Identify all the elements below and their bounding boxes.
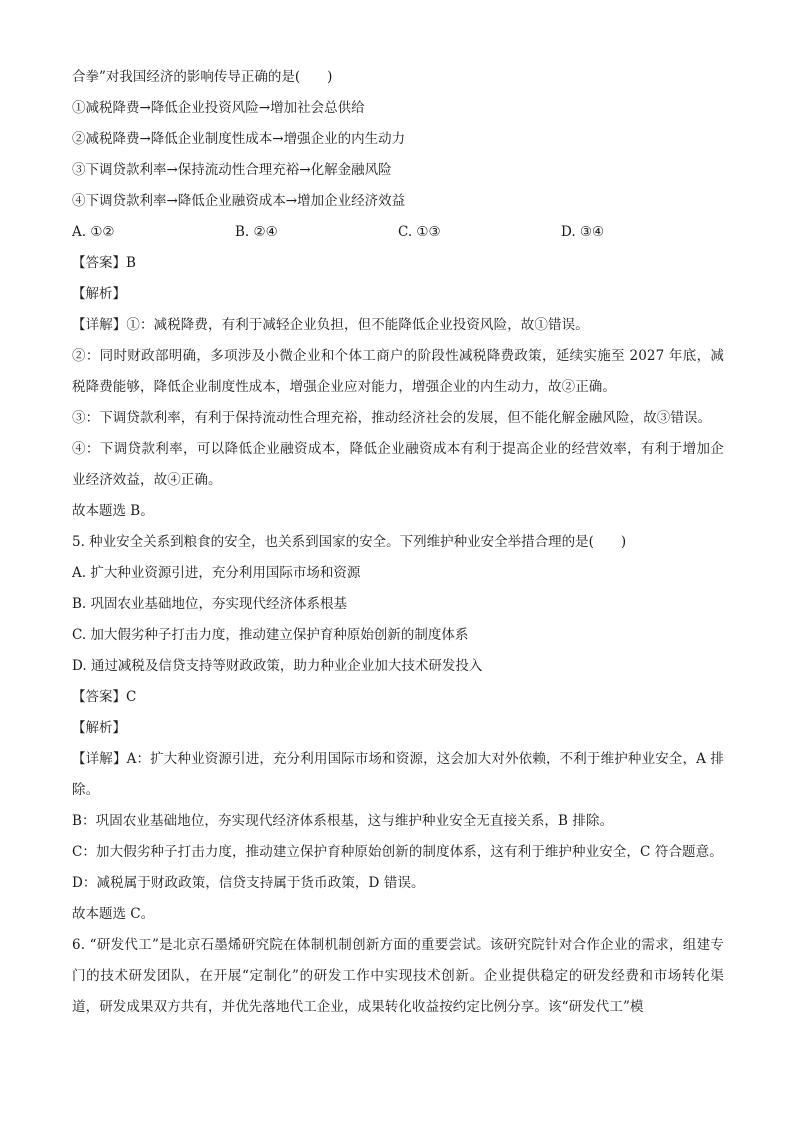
q5-detail-a-text: A：扩大种业资源引进，充分利用国际市场和资源，这会加大对外依赖，不利于维护种业安全，A 排除。 bbox=[72, 751, 724, 798]
q5-detail-d: D：减税属于财政政策，信贷支持属于货币政策，D 错误。 bbox=[72, 875, 425, 891]
document-page bbox=[72, 62, 724, 1023]
q5-option-c: C. 加大假劣种子打击力度，推动建立保护育种原始创新的制度体系 bbox=[72, 627, 469, 643]
q4-stem-tail: 合拳”对我国经济的影响传导正确的是( ) bbox=[72, 69, 333, 85]
q5-answer-tag: 【答案】 bbox=[72, 689, 126, 705]
q5-detail-tag: 【详解】 bbox=[72, 751, 127, 767]
q5-analysis-tag: 【解析】 bbox=[72, 720, 126, 736]
q5-stem: 5. 种业安全关系到粮食的安全，也关系到国家的安全。下列维护种业安全举措合理的是( ) bbox=[72, 534, 627, 550]
q5-answer bbox=[72, 682, 724, 713]
q4-item-2: ②减税降费→降低企业制度性成本→增强企业的内生动力 bbox=[72, 131, 406, 147]
q4-detail-2: ②：同时财政部明确，多项涉及小微企业和个体工商户的阶段性减税降费政策，延续实施至 2027 年底，减税降费能够，降低企业制度性成本，增强企业应对能力，增强企业的内生动力，故②正确。 bbox=[72, 348, 724, 395]
q5-answer-value: C bbox=[126, 689, 137, 705]
q4-item-1: ①减税降费→降低企业投资风险→增加社会总供给 bbox=[72, 100, 365, 116]
q6-stem: 6. “研发代工”是北京石墨烯研究院在体制机制创新方面的重要尝试。该研究院针对合作企业的需求，组建专门的技术研发团队，在开展“定制化”的研发工作中实现技术创新。企业提供稳定的研发经费和市场转化渠道，研发成果双方共有，并优先落地代工企业，成果转化收益按约定比例分享。该“研发代工”模 bbox=[72, 937, 724, 1015]
q4-option-d: D. ③④ bbox=[561, 224, 605, 240]
q4-option-c: C. ①③ bbox=[398, 224, 441, 240]
q5-detail-b: B：巩固农业基础地位，夯实现代经济体系根基，这与维护种业安全无直接关系，B 排除。 bbox=[72, 813, 614, 829]
q4-answer bbox=[72, 248, 724, 279]
q4-detail-1-text: ①：减税降费，有利于减轻企业负担，但不能降低企业投资风险，故①错误。 bbox=[126, 317, 589, 333]
q5-detail-a bbox=[72, 744, 724, 806]
q4-conclusion: 故本题选 B。 bbox=[72, 503, 154, 519]
q4-item-3: ③下调贷款利率→保持流动性合理充裕→化解金融风险 bbox=[72, 162, 392, 178]
q4-options bbox=[72, 217, 724, 248]
q4-detail-1 bbox=[72, 310, 724, 341]
q4-analysis-tag: 【解析】 bbox=[72, 286, 126, 302]
q5-option-b: B. 巩固农业基础地位，夯实现代经济体系根基 bbox=[72, 596, 348, 612]
q5-conclusion: 故本题选 C。 bbox=[72, 906, 155, 922]
q5-option-d: D. 通过减税及信贷支持等财政政策，助力种业企业加大技术研发投入 bbox=[72, 658, 483, 674]
q4-option-b: B. ②④ bbox=[235, 224, 278, 240]
q4-item-4: ④下调贷款利率→降低企业融资成本→增加企业经济效益 bbox=[72, 193, 406, 209]
q5-detail-c: C：加大假劣种子打击力度，推动建立保护育种原始创新的制度体系，这有利于维护种业安全，C 符合题意。 bbox=[72, 844, 723, 860]
q4-answer-value: B bbox=[126, 255, 136, 271]
q4-detail-tag: 【详解】 bbox=[72, 317, 127, 333]
q4-option-a: A. ①② bbox=[72, 224, 115, 240]
q5-option-a: A. 扩大种业资源引进，充分利用国际市场和资源 bbox=[72, 565, 361, 581]
q4-answer-tag: 【答案】 bbox=[72, 255, 126, 271]
q4-detail-4: ④：下调贷款利率，可以降低企业融资成本，降低企业融资成本有利于提高企业的经营效率，有利于增加企业经济效益，故④正确。 bbox=[72, 441, 724, 488]
q4-detail-3: ③：下调贷款利率，有利于保持流动性合理充裕，推动经济社会的发展，但不能化解金融风险，故③错误。 bbox=[72, 410, 712, 426]
